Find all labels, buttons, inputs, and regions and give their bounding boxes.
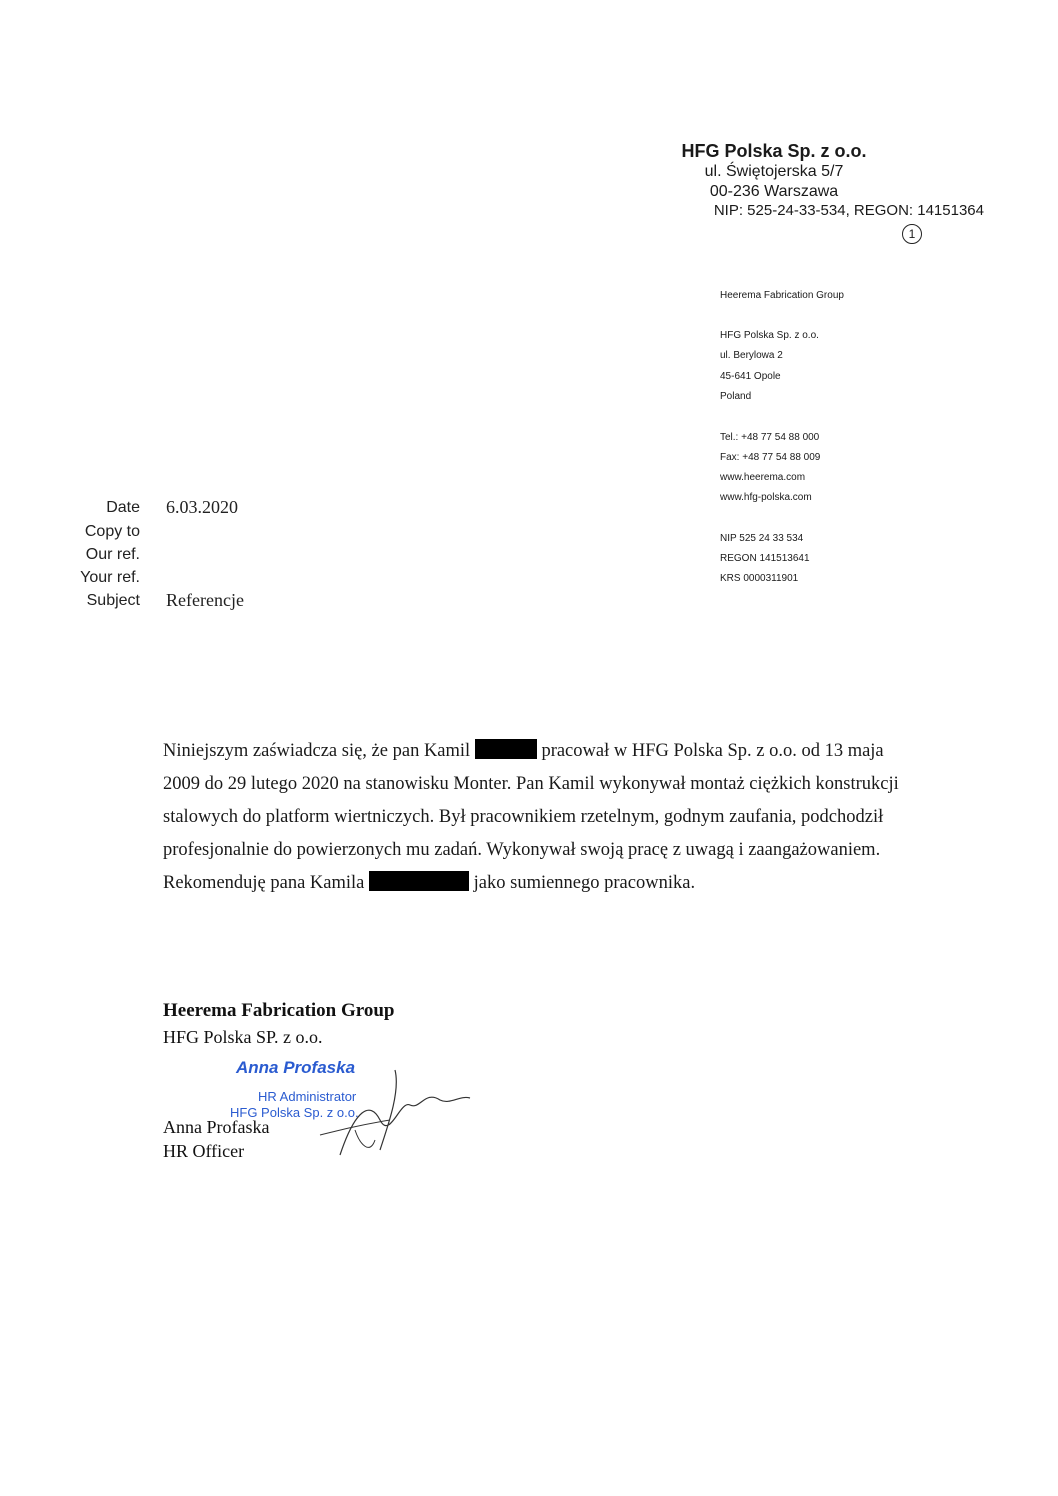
sidebar-contact-line: Fax: +48 77 54 88 009 <box>720 452 821 463</box>
sidebar-address-line: 45-641 Opole <box>720 371 781 382</box>
redaction-block <box>369 871 469 891</box>
stamp-circle-number: 1 <box>902 224 922 244</box>
stamp-signer-role: HR Administrator <box>258 1089 357 1104</box>
copy-to-label: Copy to <box>84 523 140 540</box>
signature-subsidiary: HFG Polska SP. z o.o. <box>163 1027 323 1047</box>
handwritten-signature <box>300 1060 480 1160</box>
sidebar-registry-line: NIP 525 24 33 534 <box>720 533 804 544</box>
sidebar-address-line: Poland <box>720 391 752 402</box>
body-text: Niniejszym zaświadcza się, że pan Kamil <box>163 741 471 761</box>
body-text: pracował w HFG Polska Sp. z o.o. od 13 maja <box>541 741 884 761</box>
sidebar-contact-line: www.hfg-polska.com <box>720 492 812 503</box>
letter-body <box>163 735 963 900</box>
your-ref-label: Your ref. <box>80 569 140 586</box>
body-text: Rekomenduję pana Kamila <box>163 873 365 893</box>
company-stamp <box>574 140 984 241</box>
sidebar-contact-line: www.heerema.com <box>720 472 806 483</box>
redaction-block <box>475 739 537 759</box>
our-ref-label: Our ref. <box>85 546 140 563</box>
body-text: jako sumiennego pracownika. <box>473 873 696 893</box>
sidebar-address-line: HFG Polska Sp. z o.o. <box>720 330 819 341</box>
sidebar-group-name: Heerema Fabrication Group <box>720 290 844 301</box>
stamp-city: 00-236 Warszawa <box>709 183 839 200</box>
signature-name: Anna Profaska <box>163 1117 270 1137</box>
date-label: Date <box>106 499 140 516</box>
stamp-ids: NIP: 525-24-33-534, REGON: 14151364 <box>713 202 984 219</box>
body-line <box>163 735 963 768</box>
subject-label: Subject <box>86 592 140 609</box>
stamp-signer-company: HFG Polska Sp. z o.o. <box>230 1105 359 1120</box>
signature-role: HR Officer <box>163 1141 245 1161</box>
stamp-company-name: HFG Polska Sp. z o.o. <box>681 141 867 161</box>
sidebar-registry-line: KRS 0000311901 <box>720 573 799 584</box>
stamp-signer-name: Anna Profaska <box>236 1058 356 1077</box>
body-line: profesjonalnie do powierzonych mu zadań. Wykonywał swoją pracę z uwagą i zaangażowaniem. <box>163 840 881 860</box>
body-line: 2009 do 29 lutego 2020 na stanowisku Monter. Pan Kamil wykonywał montaż ciężkich konstrukcji <box>163 774 899 794</box>
signature-company: Heerema Fabrication Group <box>163 1000 395 1021</box>
subject-value: Referencje <box>166 590 244 610</box>
sidebar-address-line: ul. Berylowa 2 <box>720 350 783 361</box>
sidebar-registry-line: REGON 141513641 <box>720 553 810 564</box>
stamp-street: ul. Świętojerska 5/7 <box>704 163 844 180</box>
body-line: stalowych do platform wiertniczych. Był pracownikiem rzetelnym, godnym zaufania, podchodził <box>163 807 884 827</box>
body-line <box>163 867 963 900</box>
date-value: 6.03.2020 <box>166 497 238 517</box>
sidebar-contact-line: Tel.: +48 77 54 88 000 <box>720 432 820 443</box>
